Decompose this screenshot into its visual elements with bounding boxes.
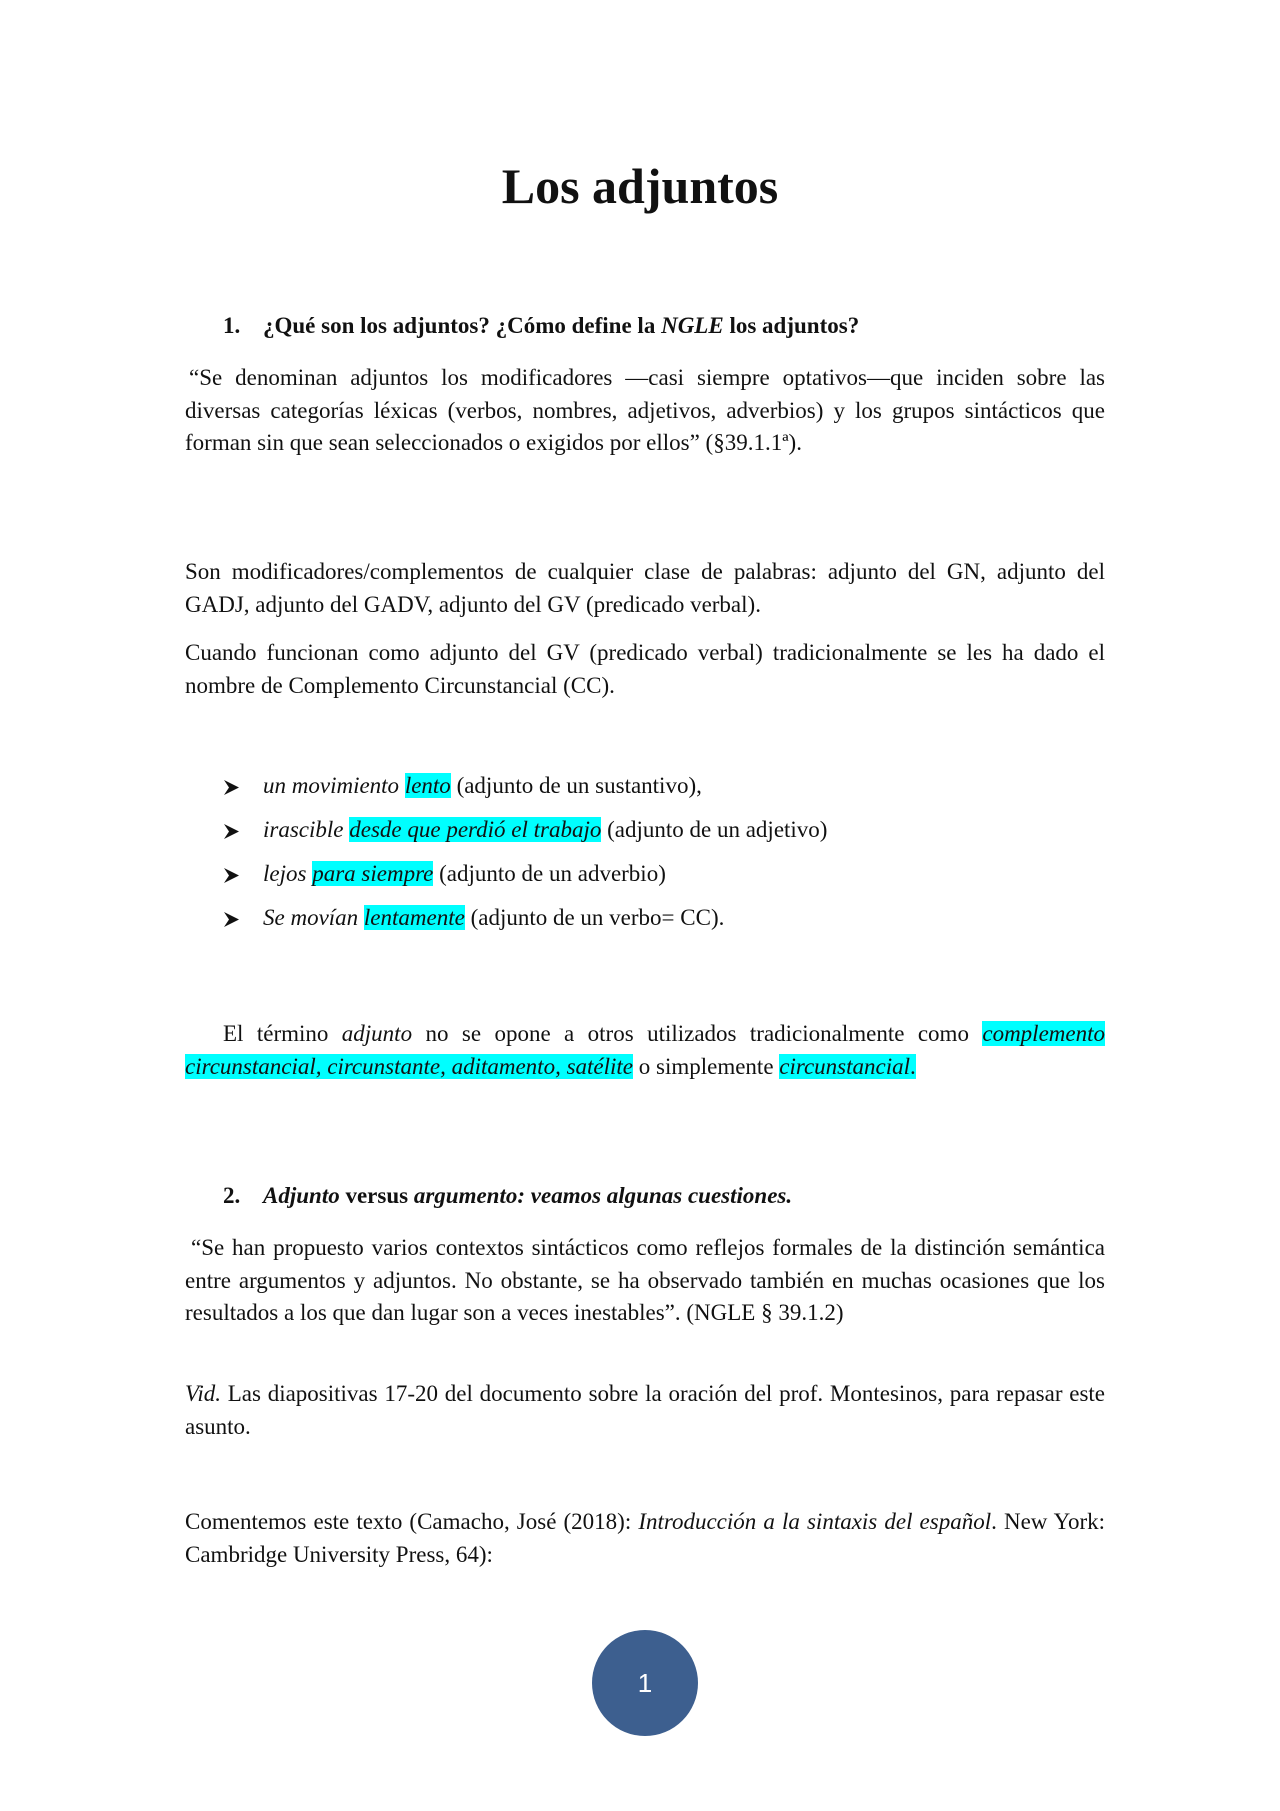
term-highlight-1: complemento circunstancial, circunstante, aditamento, satélite <box>185 1021 1105 1079</box>
example-note: (adjunto de un adjetivo) <box>607 817 828 842</box>
section-1-heading-text-a: ¿Qué son los adjuntos? ¿Cómo define la <box>263 313 662 338</box>
term-paragraph <box>185 1018 1105 1083</box>
example-base: Se movían <box>263 905 359 930</box>
term-end: . <box>910 1053 916 1079</box>
arrow-bullet-icon <box>223 823 240 840</box>
example-base: un movimiento <box>263 773 400 798</box>
example-note: (adjunto de un adverbio) <box>439 861 666 886</box>
page-title: Los adjuntos <box>501 158 779 214</box>
example-adjunct: lentamente <box>363 905 465 930</box>
example-adjunct: desde que perdió el trabajo <box>349 817 602 842</box>
section-2-heading-argumento: argumento: veamos algunas cuestiones. <box>413 1183 793 1208</box>
arrow-bullet-icon <box>223 779 240 796</box>
example-base: lejos <box>263 861 307 886</box>
term-highlight-2: circunstancial <box>779 1053 911 1079</box>
section-1-heading-text-c: los adjuntos? <box>723 313 860 338</box>
ngle-quote-text: “Se denominan adjuntos los modificadores —casi siempre optativos—que inciden sobre las diversas categorías léxicas (verbos, nombres, adjetivos, adverbios) y los grupos sintácticos que forman sin que sean seleccionados o exigidos por ellos” (§39.1.1ª). <box>185 365 1105 455</box>
circumstantial-text: Cuando funcionan como adjunto del GV (predicado verbal) tradicionalmente se les ha dado el nombre de Complemento Circunstancial (CC). <box>185 640 1105 698</box>
ngle-definition-quote <box>185 362 1105 460</box>
circumstantial-paragraph <box>185 637 1105 702</box>
comment-text <box>185 1506 1105 1571</box>
section-1-number: 1. <box>223 313 241 338</box>
term-paragraph-text <box>185 1018 1105 1083</box>
vid-body: Las diapositivas 17-20 del documento sobre la oración del prof. Montesinos, para repasar este asunto. <box>185 1381 1105 1439</box>
term-part-1: El término <box>223 1021 342 1046</box>
comment-part-a: Comentemos este texto (Camacho, José (2018): <box>185 1509 639 1534</box>
comment-paragraph <box>185 1506 1105 1571</box>
comment-part-b: . New York: Cambridge University Press, 64): <box>185 1509 1105 1567</box>
section-1-heading <box>223 310 859 342</box>
modifiers-paragraph <box>185 556 1105 621</box>
example-note: (adjunto de un verbo= CC). <box>470 905 725 930</box>
comment-book-title: Introducción a la sintaxis del español <box>638 1509 992 1534</box>
modifiers-text: Son modificadores/complementos de cualquier clase de palabras: adjunto del GN, adjunto del GADJ, adjunto del GADV, adjunto del GV (predicado verbal). <box>185 559 1105 617</box>
example-base: irascible <box>263 817 344 842</box>
term-adjunto: adjunto <box>341 1021 413 1046</box>
ngle-contexts-quote <box>185 1232 1105 1330</box>
example-adjunct: para siempre <box>312 861 434 886</box>
term-part-2: no se opone a otros utilizados tradicionalmente como <box>412 1021 983 1046</box>
arrow-bullet-icon <box>223 911 240 928</box>
vid-text <box>185 1378 1105 1443</box>
section-1-heading-ngle: NGLE <box>661 313 724 338</box>
vid-paragraph <box>185 1378 1105 1443</box>
example-adjunct: lento <box>404 773 451 798</box>
section-2-heading-versus: versus <box>339 1183 414 1208</box>
section-2-heading-adjunto: Adjunto <box>263 1183 340 1208</box>
page-number-badge: 1 <box>592 1630 698 1736</box>
section-2-heading <box>223 1180 792 1212</box>
vid-label: Vid. <box>185 1381 221 1406</box>
example-note: (adjunto de un sustantivo), <box>456 773 702 798</box>
arrow-bullet-icon <box>223 867 240 884</box>
ngle-contexts-text: “Se han propuesto varios contextos sintácticos como reflejos formales de la distinción semántica entre argumentos y adjuntos. No obstante, se ha observado también en muchas ocasiones que los resultados a los que dan lugar son a veces inestables”. (NGLE § 39.1.2) <box>185 1235 1105 1325</box>
term-mid: o simplemente <box>633 1053 780 1079</box>
section-2-number: 2. <box>223 1183 241 1208</box>
